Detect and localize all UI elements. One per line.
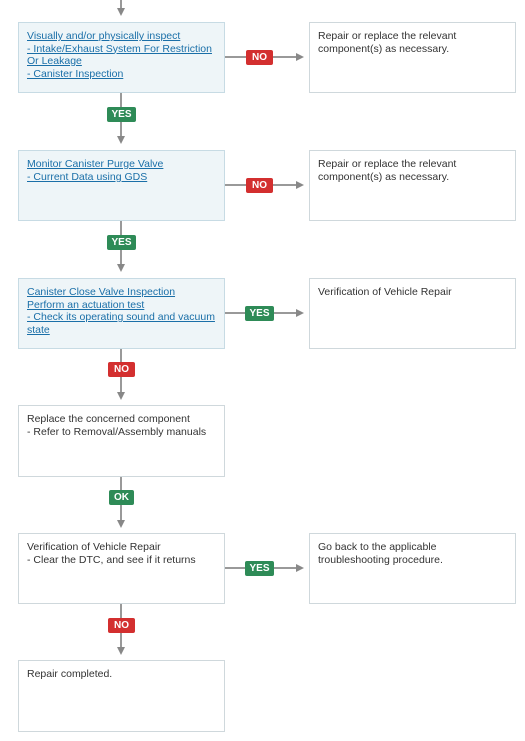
link-visual-inspect[interactable]: Visually and/or physically inspect [27, 30, 181, 42]
outcome-4-text: Go back to the applicable troubleshooting procedure. [318, 541, 443, 566]
badge-down-4-ok: OK [109, 490, 134, 505]
step-5-title: Verification of Vehicle Repair [27, 541, 161, 553]
link-current-data-gds[interactable]: - Current Data using GDS [27, 170, 148, 183]
outcome-1-repair-replace [309, 22, 516, 93]
step-5-verification [18, 533, 225, 604]
badge-down-2-yes: YES [107, 235, 136, 250]
badge-side-2-no: NO [246, 178, 273, 193]
outcome-3-verification [309, 278, 516, 349]
step-5-detail: - Clear the DTC, and see if it returns [27, 553, 196, 566]
link-canister-inspection[interactable]: - Canister Inspection [27, 67, 124, 80]
step-1-visual-inspect [18, 22, 225, 93]
badge-side-1-no: NO [246, 50, 273, 65]
badge-side-4-yes: YES [245, 561, 274, 576]
step-4-replace-component [18, 405, 225, 477]
link-canister-close-valve-inspection[interactable]: Canister Close Valve Inspection [27, 286, 176, 298]
outcome-1-text: Repair or replace the relevant component(s) as necessary. [318, 30, 457, 55]
link-intake-exhaust-system[interactable]: - Intake/Exhaust System For Restriction Or Leakage [27, 42, 212, 67]
badge-side-3-yes: YES [245, 306, 274, 321]
step-4-detail: - Refer to Removal/Assembly manuals [27, 425, 207, 438]
step-6-title: Repair completed. [27, 668, 113, 680]
link-operating-sound-vacuum[interactable]: - Check its operating sound and vacuum state [27, 311, 215, 336]
badge-down-1-yes: YES [107, 107, 136, 122]
step-6-repair-completed [18, 660, 225, 732]
link-actuation-test[interactable]: Perform an actuation test [27, 298, 145, 311]
outcome-2-repair-replace [309, 150, 516, 221]
step-2-monitor-purge-valve [18, 150, 225, 221]
link-monitor-canister-purge-valve[interactable]: Monitor Canister Purge Valve [27, 158, 164, 170]
outcome-3-text: Verification of Vehicle Repair [318, 286, 452, 298]
outcome-2-text: Repair or replace the relevant component(s) as necessary. [318, 158, 457, 183]
step-3-canister-close-valve [18, 278, 225, 349]
outcome-4-go-back [309, 533, 516, 604]
badge-down-5-no: NO [108, 618, 135, 633]
step-4-title: Replace the concerned component [27, 413, 190, 425]
badge-down-3-no: NO [108, 362, 135, 377]
